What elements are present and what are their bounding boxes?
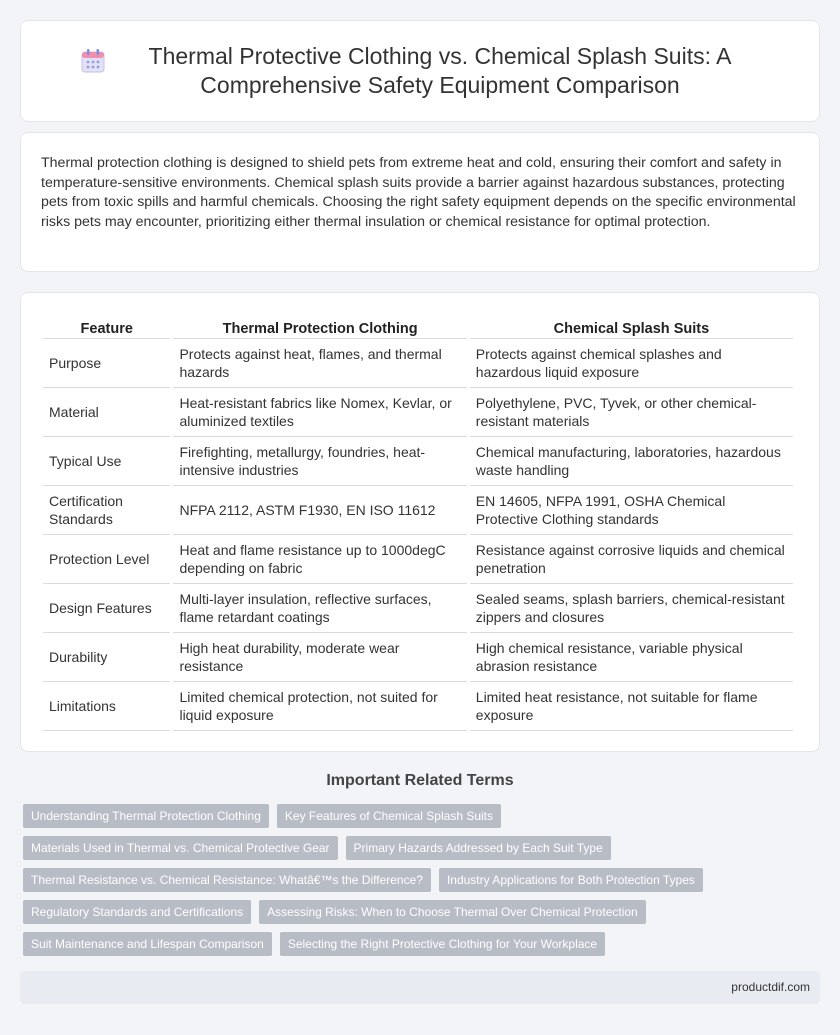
table-header-row	[43, 313, 793, 339]
thermal-cell: Heat-resistant fabrics like Nomex, Kevlar, or aluminized textiles	[173, 388, 466, 437]
header-thermal: Thermal Protection Clothing	[173, 313, 466, 339]
feature-cell: Purpose	[43, 339, 170, 388]
footer-site-link[interactable]: productdif.com	[731, 980, 810, 994]
intro-card	[20, 132, 820, 272]
footer	[20, 971, 820, 1004]
thermal-cell: Heat and flame resistance up to 1000degC depending on fabric	[173, 535, 466, 584]
table-row	[43, 682, 793, 731]
chemical-cell: Limited heat resistance, not suitable for flame exposure	[470, 682, 793, 731]
intro-paragraph: Thermal protection clothing is designed to shield pets from extreme heat and cold, ensuring their comfort and safety in temperature-sensitive environments. Chemical splash suits provide a barrier against hazardous substances, protecting pets from toxic spills and harmful chemicals. Choosing the right safety equipment depends on the specific environmental risks pets may encounter, prioritizing either thermal insulation or chemical resistance for optimal protection.	[41, 155, 796, 230]
related-term-link[interactable]: Industry Applications for Both Protection Types	[439, 868, 703, 892]
thermal-cell: Limited chemical protection, not suited for liquid exposure	[173, 682, 466, 731]
related-terms-title: Important Related Terms	[326, 772, 514, 789]
page-title: Thermal Protective Clothing vs. Chemical Splash Suits: A Comprehensive Safety Equipment Comparison	[148, 43, 732, 98]
table-row	[43, 486, 793, 535]
calendar-icon	[80, 48, 106, 74]
feature-cell: Design Features	[43, 584, 170, 633]
table-row	[43, 535, 793, 584]
chemical-cell: Protects against chemical splashes and hazardous liquid exposure	[470, 339, 793, 388]
related-term-link[interactable]: Assessing Risks: When to Choose Thermal Over Chemical Protection	[259, 900, 646, 924]
table-row	[43, 437, 793, 486]
chemical-cell: Polyethylene, PVC, Tyvek, or other chemical-resistant materials	[470, 388, 793, 437]
related-term-link[interactable]: Key Features of Chemical Splash Suits	[277, 804, 501, 828]
thermal-cell: NFPA 2112, ASTM F1930, EN ISO 11612	[173, 486, 466, 535]
chemical-cell: Chemical manufacturing, laboratories, hazardous waste handling	[470, 437, 793, 486]
comparison-table	[40, 313, 796, 731]
table-row	[43, 388, 793, 437]
header-card	[20, 20, 820, 122]
related-term-link[interactable]: Selecting the Right Protective Clothing for Your Workplace	[280, 932, 605, 956]
table-row	[43, 584, 793, 633]
header-chemical: Chemical Splash Suits	[470, 313, 793, 339]
chemical-cell: EN 14605, NFPA 1991, OSHA Chemical Protective Clothing standards	[470, 486, 793, 535]
feature-cell: Durability	[43, 633, 170, 682]
feature-cell: Certification Standards	[43, 486, 170, 535]
thermal-cell: Multi-layer insulation, reflective surfaces, flame retardant coatings	[173, 584, 466, 633]
feature-cell: Typical Use	[43, 437, 170, 486]
feature-cell: Limitations	[43, 682, 170, 731]
feature-cell: Protection Level	[43, 535, 170, 584]
related-term-link[interactable]: Primary Hazards Addressed by Each Suit Type	[346, 836, 611, 860]
chemical-cell: Resistance against corrosive liquids and chemical penetration	[470, 535, 793, 584]
thermal-cell: Protects against heat, flames, and thermal hazards	[173, 339, 466, 388]
thermal-cell: Firefighting, metallurgy, foundries, heat-intensive industries	[173, 437, 466, 486]
related-term-link[interactable]: Suit Maintenance and Lifespan Comparison	[23, 932, 272, 956]
related-terms-list	[23, 804, 823, 964]
table-row	[43, 339, 793, 388]
table-row	[43, 633, 793, 682]
comparison-table-card	[20, 292, 820, 752]
chemical-cell: High chemical resistance, variable physical abrasion resistance	[470, 633, 793, 682]
related-term-link[interactable]: Regulatory Standards and Certifications	[23, 900, 251, 924]
feature-cell: Material	[43, 388, 170, 437]
thermal-cell: High heat durability, moderate wear resistance	[173, 633, 466, 682]
related-term-link[interactable]: Understanding Thermal Protection Clothing	[23, 804, 269, 828]
related-term-link[interactable]: Materials Used in Thermal vs. Chemical Protective Gear	[23, 836, 338, 860]
related-term-link[interactable]: Thermal Resistance vs. Chemical Resistance: Whatâ€™s the Difference?	[23, 868, 431, 892]
header-feature: Feature	[43, 313, 170, 339]
chemical-cell: Sealed seams, splash barriers, chemical-resistant zippers and closures	[470, 584, 793, 633]
